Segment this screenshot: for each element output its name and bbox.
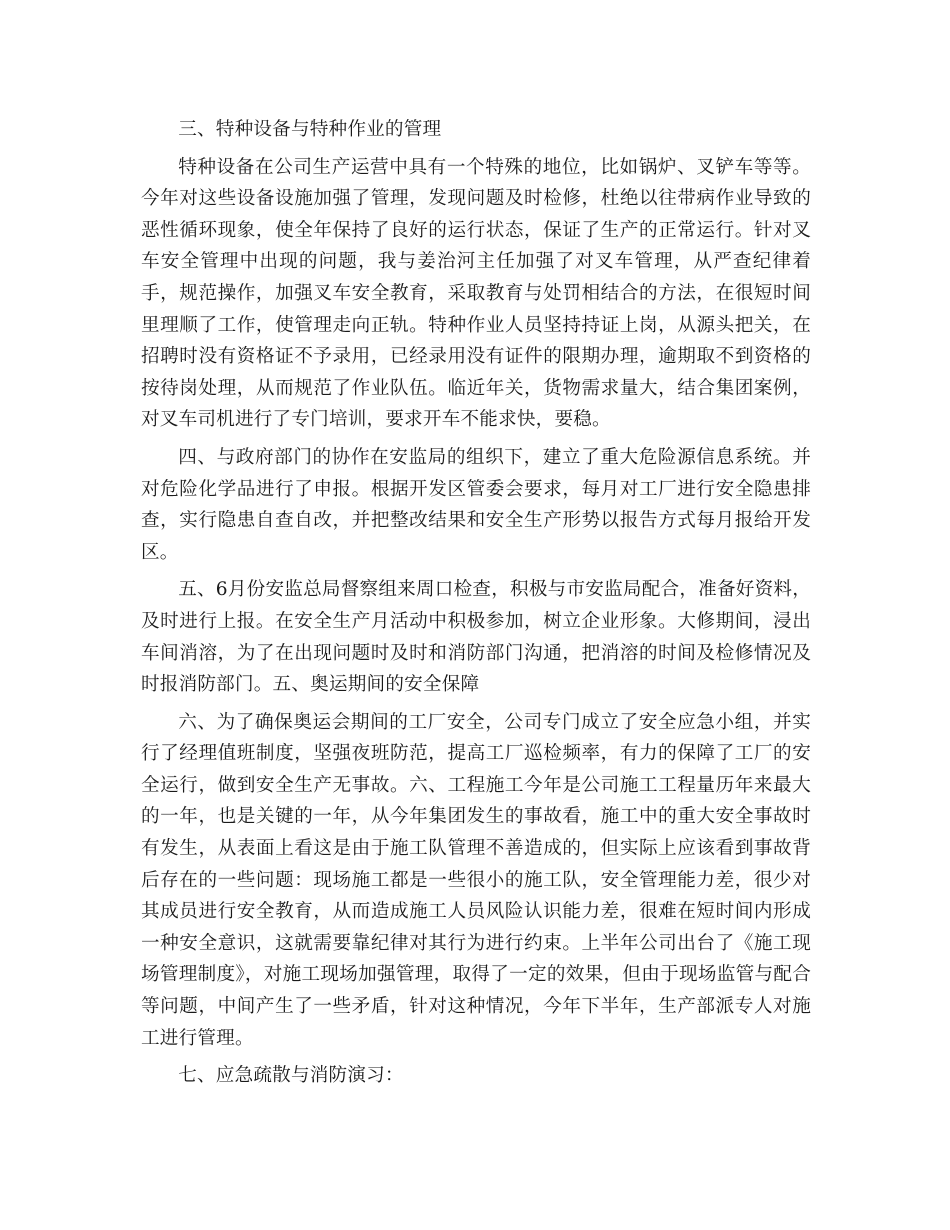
paragraph-special-equipment: 特种设备在公司生产运营中具有一个特殊的地位，比如锅炉、叉铲车等等。今年对这些设备设施加强了管理，发现问题及时检修，杜绝以往带病作业导致的恶性循环现象，使全年保持了良好的运行状态，保证了生产的正常运行。针对叉车安全管理中出现的问题，我与姜治河主任加强了对叉车管理，从严查纪律着手，规范操作，加强叉车安全教育，采取教育与处罚相结合的方法，在很短时间里理顺了工作，使管理走向正轨。特种作业人员坚持持证上岗，从源头把关，在招聘时没有资格证不予录用，已经录用没有证件的限期办理，逾期取不到资格的按待岗处理，从而规范了作业队伍。临近年关，货物需求量大，结合集团案例，对叉车司机进行了专门培训，要求开车不能求快，要稳。 — [141, 156, 811, 431]
paragraph-olympics-safety: 六、为了确保奥运会期间的工厂安全，公司专门成立了安全应急小组，并实行了经理值班制度，坚强夜班防范，提高工厂巡检频率，有力的保障了工厂的安全运行，做到安全生产无事故。六、工程施工今年是公司施工工程量历年来最大的一年，也是关键的一年，从今年集团发生的事故看，施工中的重大安全事故时有发生，从表面上看这是由于施工队管理不善造成的，但实际上应该看到事故背后存在的一些问题：现场施工都是一些很小的施工队，安全管理能力差，很少对其成员进行安全教育，从而造成施工人员风险认识能力差，很难在短时间内形成一种安全意识，这就需要靠纪律对其行为进行约束。上半年公司出台了《施工现场管理制度》，对施工现场加强管理，取得了一定的效果，但由于现场监管与配合等问题，中间产生了一些矛盾，针对这种情况，今年下半年，生产部派专人对施工进行管理。 — [141, 711, 811, 1049]
section-heading-special-equipment: 三、特种设备与特种作业的管理 — [178, 119, 442, 140]
document-body — [141, 114, 811, 1092]
section-heading-emergency-drill: 七、应急疏散与消防演习： — [178, 1065, 404, 1087]
paragraph-government-cooperation: 四、与政府部门的协作在安监局的组织下，建立了重大危险源信息系统。并对危险化学品进行了申报。根据开发区管委会要求，每月对工厂进行安全隐患排查，实行隐患自查自改，并把整改结果和安全生产形势以报告方式每月报给开发区。 — [141, 446, 811, 563]
paragraph-inspection-june: 五、6月份安监总局督察组来周口检查，积极与市安监局配合，准备好资料，及时进行上报。在安全生产月活动中积极参加，树立企业形象。大修期间，浸出车间消溶，为了在出现问题时及时和消防部门沟通，把消溶的时间及检修情况及时报消防部门。五、奥运期间的安全保障 — [141, 579, 811, 696]
